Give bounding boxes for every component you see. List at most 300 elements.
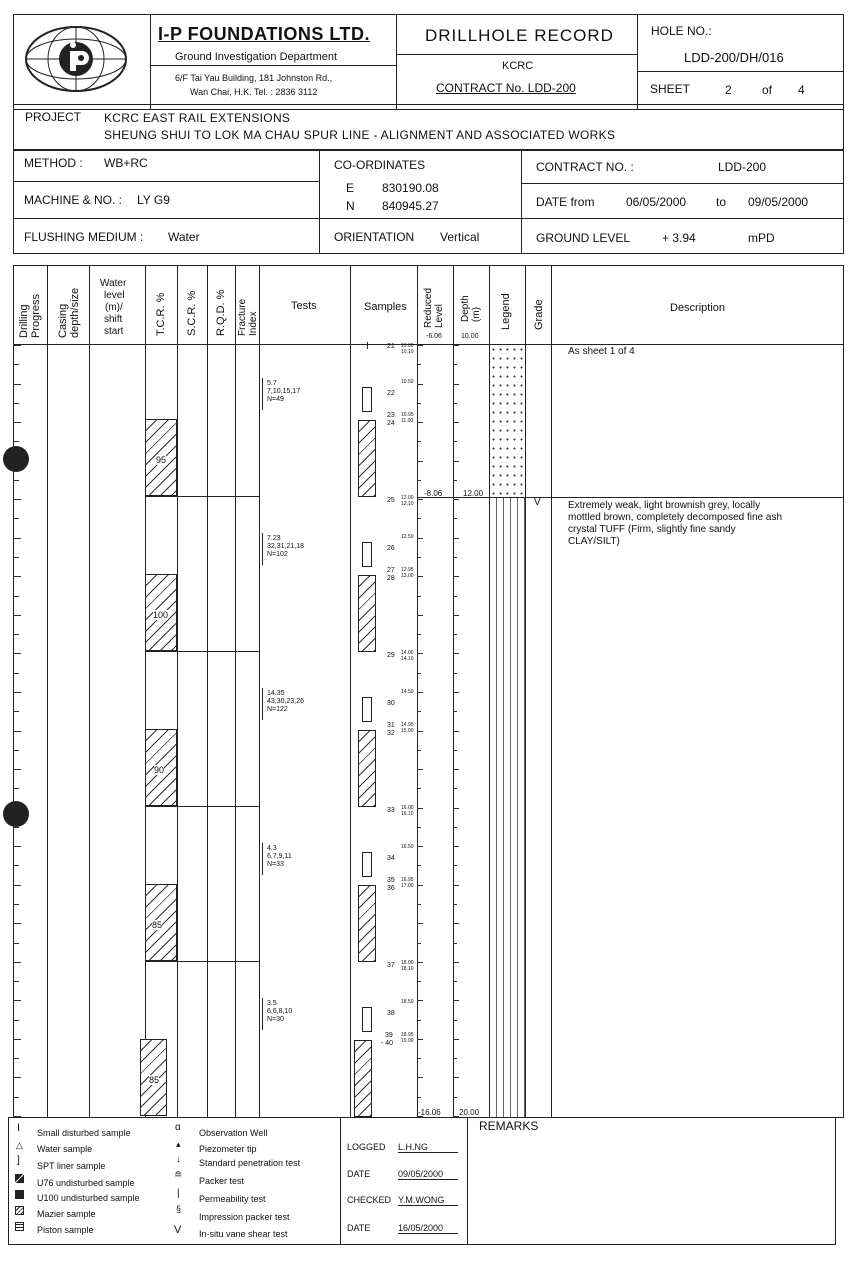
sample-depth: 10.10	[401, 349, 414, 355]
run-separator	[145, 961, 259, 962]
depth-tick	[417, 1020, 421, 1021]
divider	[467, 1117, 468, 1245]
col-description: Description	[670, 302, 726, 314]
depth-tick	[453, 480, 457, 481]
col-samples: Samples	[364, 301, 407, 313]
sample-depth: 10.50	[401, 379, 414, 385]
sample-number: 22	[387, 390, 395, 397]
depth-tick	[453, 692, 459, 693]
tcr-value: 100	[153, 610, 169, 620]
depth-tick	[417, 750, 421, 751]
sample-depth: 15.00	[401, 728, 414, 734]
depth-tick	[453, 827, 457, 828]
contract-no-label: CONTRACT NO. :	[536, 160, 634, 174]
sample-number: 24	[387, 420, 395, 427]
flushing-value: Water	[168, 230, 200, 244]
logged-by: L.H.NG	[398, 1142, 458, 1153]
depth-tick	[417, 1058, 421, 1059]
depth-tick	[13, 634, 19, 635]
depth-tick	[417, 943, 421, 944]
method-label: METHOD :	[24, 156, 83, 170]
depth-tick	[417, 769, 423, 770]
depth-tick	[417, 1000, 423, 1001]
depth-tick	[13, 596, 19, 597]
spt-blows: 32,31,21,18	[267, 543, 304, 550]
depth-tick	[13, 441, 19, 442]
depth-tick	[13, 1077, 21, 1078]
depth-tick	[417, 461, 423, 462]
depth-tick	[13, 422, 21, 423]
depth-tick	[417, 422, 423, 423]
northing-label: N	[346, 199, 355, 213]
depth-tick	[13, 865, 19, 866]
date2-label: DATE	[347, 1223, 371, 1233]
sample-depth: 16.00	[401, 805, 414, 811]
sample-number: 36	[387, 885, 395, 892]
grade-mark: V	[534, 497, 541, 508]
spt-n-value: N=122	[267, 706, 288, 713]
spt-depth: 7.23	[267, 535, 281, 542]
depth-tick	[453, 673, 457, 674]
depth-tick	[417, 441, 421, 442]
divider	[150, 65, 396, 66]
depth-tick	[417, 634, 421, 635]
spt-arrow	[262, 843, 263, 875]
spt-blows: 7,10,15,17	[267, 388, 301, 395]
depth-tick	[13, 1000, 21, 1001]
date2-value: 16/05/2000	[398, 1223, 458, 1234]
depth-tick	[453, 364, 457, 365]
col-fracture: Fracture Index	[237, 298, 259, 336]
spt-arrow	[262, 378, 263, 410]
u100-icon	[15, 1190, 24, 1199]
mazier-icon	[15, 1206, 24, 1215]
easting-value: 830190.08	[382, 181, 439, 195]
sample-number: - 40	[381, 1040, 394, 1047]
checked-by: Y.M.WONG	[398, 1195, 458, 1206]
divider	[13, 181, 319, 182]
key-spt-liner: SPT liner sample	[37, 1161, 106, 1171]
key-piezometer: Piezometer tip	[199, 1144, 257, 1154]
depth-tick	[417, 692, 423, 693]
col-divider	[145, 265, 146, 1118]
depth-tick	[13, 1058, 19, 1059]
depth-tick	[417, 538, 423, 539]
depth-tick	[453, 943, 457, 944]
depth-tick	[13, 518, 19, 519]
piezometer-icon: ▴	[176, 1139, 181, 1149]
key-water-sample: Water sample	[37, 1144, 93, 1154]
u100-sample	[358, 420, 376, 497]
depth-tick	[417, 981, 421, 982]
sample-depth: 10.95	[401, 412, 414, 418]
sample-depth: 18.50	[401, 999, 414, 1005]
northing-value: 840945.27	[382, 199, 439, 213]
impression-packer-icon: §	[176, 1204, 182, 1214]
date1-label: DATE	[347, 1169, 371, 1179]
depth-tick	[453, 750, 457, 751]
sample-depth: 18.95	[401, 1032, 414, 1038]
sample-number: 39	[385, 1032, 393, 1039]
spt-liner-sample	[362, 387, 372, 412]
company-department: Ground Investigation Department	[175, 51, 338, 63]
depth-tick	[453, 557, 457, 558]
project-line-2: SHEUNG SHUI TO LOK MA CHAU SPUR LINE - ALIGNMENT AND ASSOCIATED WORKS	[104, 128, 616, 142]
col-water-3: (m)/	[105, 302, 123, 313]
spt-depth: 14.35	[267, 690, 285, 697]
date-from-value: 06/05/2000	[626, 195, 687, 209]
col-water-2: level	[104, 290, 125, 301]
ground-level-unit: mPD	[748, 231, 775, 245]
col-water-4: shift	[104, 314, 123, 325]
spt-n-value: N=30	[267, 1016, 284, 1023]
depth-tick	[453, 865, 457, 866]
depth-tick	[453, 403, 457, 404]
divider	[637, 14, 638, 110]
depth-tick	[453, 576, 459, 577]
divider	[521, 150, 522, 254]
company-name: I-P FOUNDATIONS LTD.	[158, 24, 370, 44]
project-label: PROJECT	[25, 110, 82, 124]
depth-tick	[417, 576, 423, 577]
sample-depth: 11.00	[401, 418, 414, 424]
sample-depth: 13.00	[401, 573, 414, 579]
punch-hole	[3, 801, 29, 827]
depth-tick	[13, 1020, 19, 1021]
ground-level-label: GROUND LEVEL	[536, 231, 631, 245]
depth-tick	[453, 634, 457, 635]
spt-liner-sample	[362, 852, 372, 877]
sample-depth: 16.50	[401, 844, 414, 850]
hole-number: LDD-200/DH/016	[684, 50, 784, 65]
depth-tick	[417, 673, 421, 674]
sample-number: 32	[387, 730, 395, 737]
depth-tick	[417, 962, 423, 963]
depth-tick	[453, 422, 459, 423]
depth-tick	[417, 923, 423, 924]
sample-depth: 12.00	[401, 495, 414, 501]
date-to-label: to	[716, 195, 727, 209]
depth-tick	[13, 615, 21, 616]
key-u76: U76 undisturbed sample	[37, 1178, 135, 1188]
depth-tick	[453, 538, 459, 539]
col-depth: Depth (m)	[460, 295, 482, 322]
contract-no-value: LDD-200	[718, 160, 767, 174]
depth-tick	[13, 692, 21, 693]
spt-depth: 3.5	[267, 1000, 277, 1007]
record-title: DRILLHOLE RECORD	[425, 26, 614, 45]
depth-tick	[453, 1020, 457, 1021]
u100-sample	[358, 885, 376, 962]
spt-liner-icon: ]	[17, 1155, 20, 1166]
spt-liner-sample	[362, 697, 372, 722]
depth-tick	[13, 499, 21, 500]
depth-tick	[417, 846, 423, 847]
spt-liner-sample	[362, 542, 372, 567]
orientation-label: ORIENTATION	[334, 230, 415, 244]
depth-tick	[13, 923, 21, 924]
sample-marker: I	[366, 341, 369, 352]
depth-tick	[417, 865, 421, 866]
company-address-1: 6/F Tai Yau Building, 181 Johnston Rd.,	[175, 73, 333, 83]
machine-label: MACHINE & NO. :	[24, 193, 123, 207]
sample-depth: 19.00	[401, 1038, 414, 1044]
spt-blows: 6,6,8,10	[267, 1008, 293, 1015]
observation-well-icon: ɑ	[175, 1122, 181, 1133]
sample-number: 38	[387, 1010, 395, 1017]
depth-tick	[13, 557, 19, 558]
depth-tick	[417, 499, 423, 500]
depth-tick	[417, 364, 421, 365]
depth-tick	[13, 750, 19, 751]
depth-tick	[13, 904, 19, 905]
orientation-value: Vertical	[440, 230, 480, 244]
sample-depth: 12.95	[401, 567, 414, 573]
depth-tick	[453, 981, 457, 982]
date-to-value: 09/05/2000	[748, 195, 809, 209]
company-address-2: Wan Chai, H.K. Tel. : 2836 3112	[190, 87, 318, 97]
description-2c: crystal TUFF (Firm, slightly fine sandy	[568, 524, 736, 535]
sample-depth: 18.10	[401, 966, 414, 972]
checked-label: CHECKED	[347, 1195, 392, 1205]
key-permeability: Permeability test	[199, 1194, 266, 1204]
depth-tick	[417, 557, 421, 558]
sample-number: 28	[387, 575, 395, 582]
key-vane-shear: In-situ vane shear test	[199, 1229, 288, 1239]
legend-clay-silt	[490, 498, 525, 1117]
sample-number: 35	[387, 877, 395, 884]
col-legend: Legend	[500, 293, 512, 330]
depth-tick	[453, 1039, 459, 1040]
col-reduced-level: Reduced Level	[423, 287, 445, 328]
depth-tick	[417, 384, 423, 385]
col-divider	[207, 265, 208, 1118]
spt-n-value: N=102	[267, 551, 288, 558]
depth-tick	[13, 480, 19, 481]
piston-icon	[15, 1222, 24, 1231]
method-value: WB+RC	[104, 156, 148, 170]
col-water-5: start	[104, 326, 124, 337]
logged-label: LOGGED	[347, 1142, 386, 1152]
key-observation-well: Observation Well	[199, 1128, 268, 1138]
depth-tick	[453, 711, 457, 712]
depth-tick	[417, 596, 421, 597]
depth-top: 10.00	[461, 333, 479, 340]
spt-depth: 5.7	[267, 380, 277, 387]
depth-tick	[417, 1077, 423, 1078]
col-grade: Grade	[533, 299, 545, 330]
u76-icon	[15, 1174, 24, 1183]
sample-number: 21	[387, 343, 395, 350]
sample-depth: 10.00	[401, 343, 414, 349]
key-small-disturbed: Small disturbed sample	[37, 1128, 131, 1138]
flushing-label: FLUSHING MEDIUM :	[24, 230, 144, 244]
depth-tick	[417, 711, 421, 712]
u100-sample	[358, 575, 376, 652]
sample-number: 29	[387, 652, 395, 659]
sample-depth: 14.00	[401, 650, 414, 656]
depth-tick	[417, 827, 421, 828]
depth-tick	[453, 441, 457, 442]
ground-level-value: + 3.94	[662, 231, 696, 245]
depth-tick	[13, 885, 21, 886]
sample-depth: 16.10	[401, 811, 414, 817]
depth-tick	[13, 846, 21, 847]
depth-tick	[453, 518, 457, 519]
run-separator	[145, 496, 259, 497]
col-tests: Tests	[291, 300, 317, 312]
depth-tick	[417, 731, 423, 732]
depth-tick	[417, 788, 421, 789]
depth-tick	[417, 345, 423, 346]
depth-tick	[453, 923, 459, 924]
date1-value: 09/05/2000	[398, 1169, 458, 1180]
divider	[396, 14, 397, 110]
depth-tick	[453, 1077, 459, 1078]
col-divider	[89, 265, 90, 1118]
permeability-icon: |	[177, 1188, 180, 1199]
u100-sample	[354, 1040, 372, 1117]
depth-tick	[417, 480, 421, 481]
project-line-1: KCRC EAST RAIL EXTENSIONS	[104, 111, 291, 125]
vane-shear-icon: V	[174, 1224, 182, 1236]
depth-tick	[417, 1097, 421, 1098]
key-packer: Packer test	[199, 1176, 245, 1186]
sample-number: 27	[387, 567, 395, 574]
log-table	[13, 265, 844, 1118]
punch-hole	[3, 446, 29, 472]
description-1: As sheet 1 of 4	[568, 346, 635, 357]
depth-tick	[13, 788, 19, 789]
spt-depth: 4.3	[267, 845, 277, 852]
sample-number: 25	[387, 497, 395, 504]
depth-tick	[417, 808, 423, 809]
key-spt: Standard penetration test	[199, 1158, 301, 1168]
sample-number: 26	[387, 545, 395, 552]
depth-tick	[453, 384, 459, 385]
sample-number: 30	[387, 700, 395, 707]
spt-arrow	[262, 998, 263, 1030]
depth-tick	[453, 808, 459, 809]
description-2d: CLAY/SILT)	[568, 536, 620, 547]
depth-tick	[417, 653, 423, 654]
depth-bottom: 20.00	[459, 1108, 480, 1117]
depth-tick	[453, 596, 457, 597]
divider	[521, 183, 844, 184]
tcr-value: 85	[149, 1075, 160, 1085]
depth-tick	[453, 846, 459, 847]
sample-depth: 16.95	[401, 877, 414, 883]
sample-number: 34	[387, 855, 395, 862]
depth-tick	[453, 1097, 457, 1098]
spt-test-icon: ↓	[176, 1154, 181, 1165]
spt-n-value: N=33	[267, 861, 284, 868]
sample-depth: 14.95	[401, 722, 414, 728]
sample-depth: 12.10	[401, 501, 414, 507]
depth-tick	[13, 364, 19, 365]
depth-tick	[417, 904, 421, 905]
depth-tick	[453, 788, 457, 789]
hole-label: HOLE NO.:	[651, 24, 712, 38]
sample-number: 33	[387, 807, 395, 814]
sheet-number: 2	[725, 83, 732, 97]
depth-tick	[13, 538, 21, 539]
packer-test-icon: ≘	[174, 1170, 183, 1181]
header-rule	[13, 344, 844, 345]
depth-tick	[417, 518, 421, 519]
tcr-value: 85	[152, 920, 163, 930]
depth-tick	[13, 576, 21, 577]
spt-blows: 43,30,23,26	[267, 698, 304, 705]
record-client: KCRC	[502, 60, 534, 72]
divider	[396, 54, 637, 55]
description-2a: Extremely weak, light brownish grey, locally	[568, 500, 761, 511]
easting-label: E	[346, 181, 355, 195]
reduced-level-top: -6.06	[426, 333, 442, 340]
depth-tick	[13, 403, 19, 404]
col-divider	[177, 265, 178, 1118]
col-casing: Casing depth/size	[57, 287, 81, 338]
col-rqd: R.Q.D. %	[215, 289, 227, 336]
tcr-value: 95	[156, 455, 167, 465]
depth-tick	[13, 769, 21, 770]
sheet-total: 4	[798, 83, 805, 97]
remarks-label: REMARKS	[479, 1119, 539, 1133]
divider	[319, 150, 320, 254]
sample-depth: 14.10	[401, 656, 414, 662]
sample-depth: 17.00	[401, 883, 414, 889]
sample-depth: 18.00	[401, 960, 414, 966]
sample-number: 37	[387, 962, 395, 969]
depth-tick	[453, 461, 459, 462]
depth-tick	[453, 885, 459, 886]
col-tcr: T.C.R. %	[155, 292, 167, 336]
depth-tick	[13, 827, 19, 828]
key-piston: Piston sample	[37, 1225, 94, 1235]
depth-tick	[453, 769, 459, 770]
col-divider	[350, 265, 351, 1118]
depth-tick	[453, 499, 459, 500]
depth-tick	[13, 653, 21, 654]
small-disturbed-icon: I	[17, 1122, 21, 1134]
key-impression-packer: Impression packer test	[199, 1212, 290, 1222]
description-2b: mottled brown, completely decomposed fine ash	[568, 512, 783, 523]
depth-tick	[13, 943, 19, 944]
col-drilling-progress: Drilling Progress	[18, 293, 42, 338]
spt-n-value: N=49	[267, 396, 284, 403]
depth-tick	[453, 1000, 459, 1001]
depth-tick	[13, 1097, 19, 1098]
depth-tick	[417, 1039, 423, 1040]
col-divider	[525, 265, 526, 1118]
divider	[13, 218, 844, 219]
col-scr: S.C.R. %	[186, 290, 198, 336]
depth-tick	[453, 904, 457, 905]
divider	[340, 1117, 341, 1245]
spt-arrow	[262, 688, 263, 720]
depth-tick	[453, 962, 459, 963]
reduced-level-mid: -8.06	[424, 489, 443, 498]
coordinates-label: CO-ORDINATES	[334, 158, 426, 172]
run-separator	[145, 651, 259, 652]
depth-tick	[453, 615, 459, 616]
sample-depth: 12.50	[401, 534, 414, 540]
legend-sand-gravel	[490, 345, 525, 497]
depth-tick	[13, 673, 19, 674]
depth-tick	[13, 981, 19, 982]
depth-tick	[13, 345, 21, 346]
sheet-of: of	[762, 83, 773, 97]
